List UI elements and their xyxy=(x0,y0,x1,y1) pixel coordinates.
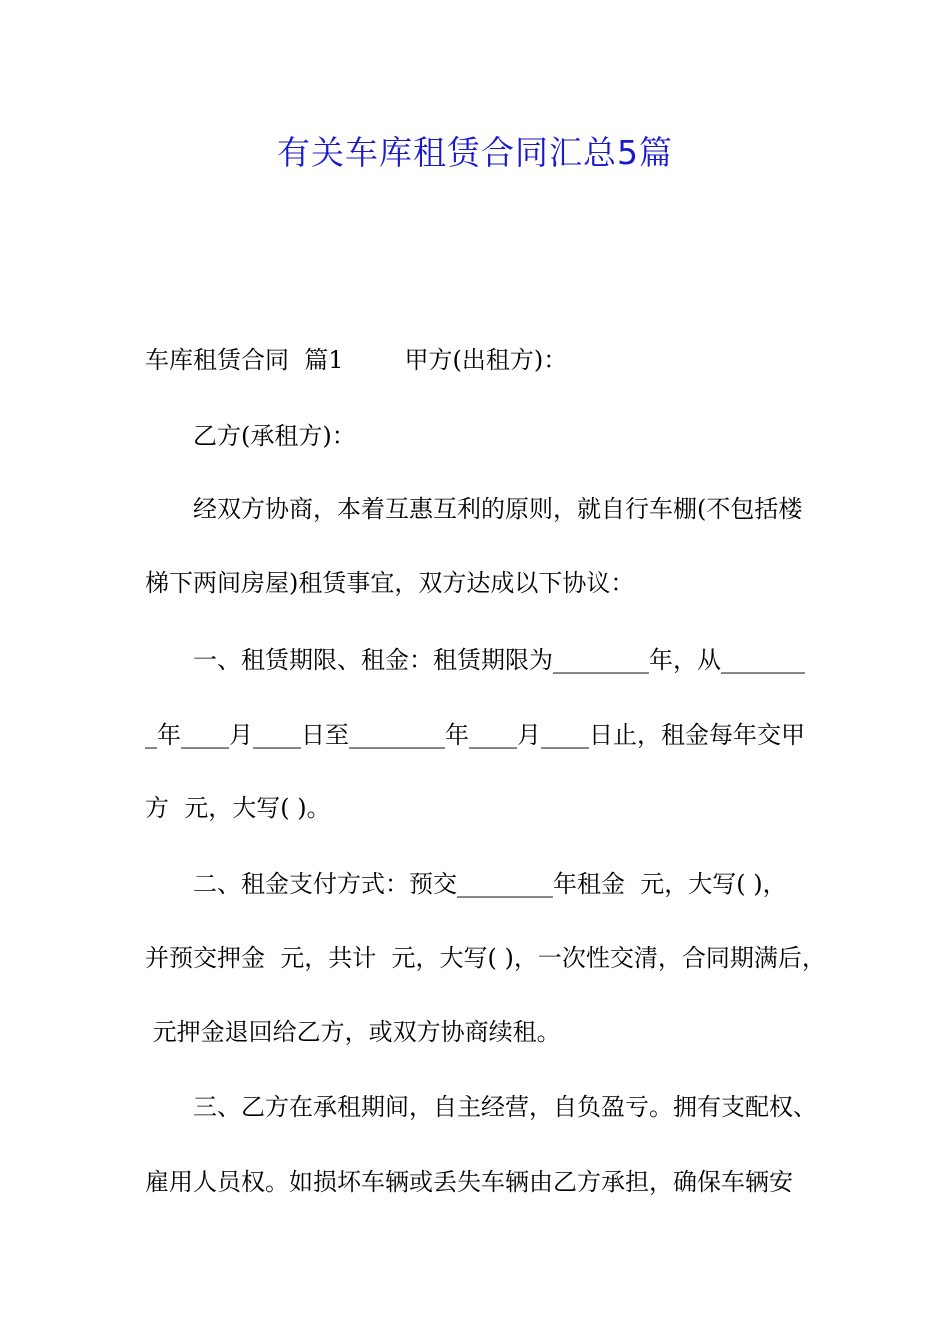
paragraph-line: _年____月____日至________年____月____日止，租金每年交甲 xyxy=(145,721,805,749)
paragraph-line: 方 元，大写( )。 xyxy=(145,794,331,822)
paragraph-line: 梯下两间房屋)租赁事宜，双方达成以下协议： xyxy=(145,569,635,597)
paragraph-line: 乙方(承租方)： xyxy=(193,422,356,450)
document-title: 有关车库租赁合同汇总5篇 xyxy=(277,133,673,172)
paragraph-line: 元押金退回给乙方，或双方协商续租。 xyxy=(145,1018,561,1046)
paragraph-line: 二、租金支付方式：预交________年租金 元，大写( )， xyxy=(193,870,787,898)
paragraph-line: 经双方协商，本着互惠互利的原则，就自行车棚(不包括楼 xyxy=(193,495,803,523)
paragraph-line: 三、乙方在承租期间，自主经营，自负盈亏。拥有支配权、 xyxy=(193,1093,817,1121)
paragraph-line: 车库租赁合同 篇1 甲方(出租方)： xyxy=(145,346,568,374)
paragraph-line: 雇用人员权。如损坏车辆或丢失车辆由乙方承担，确保车辆安 xyxy=(145,1168,793,1196)
paragraph-line: 一、租赁期限、租金：租赁期限为________年，从_______ xyxy=(193,646,805,674)
paragraph-line: 并预交押金 元，共计 元，大写( )，一次性交清，合同期满后， xyxy=(145,944,826,972)
